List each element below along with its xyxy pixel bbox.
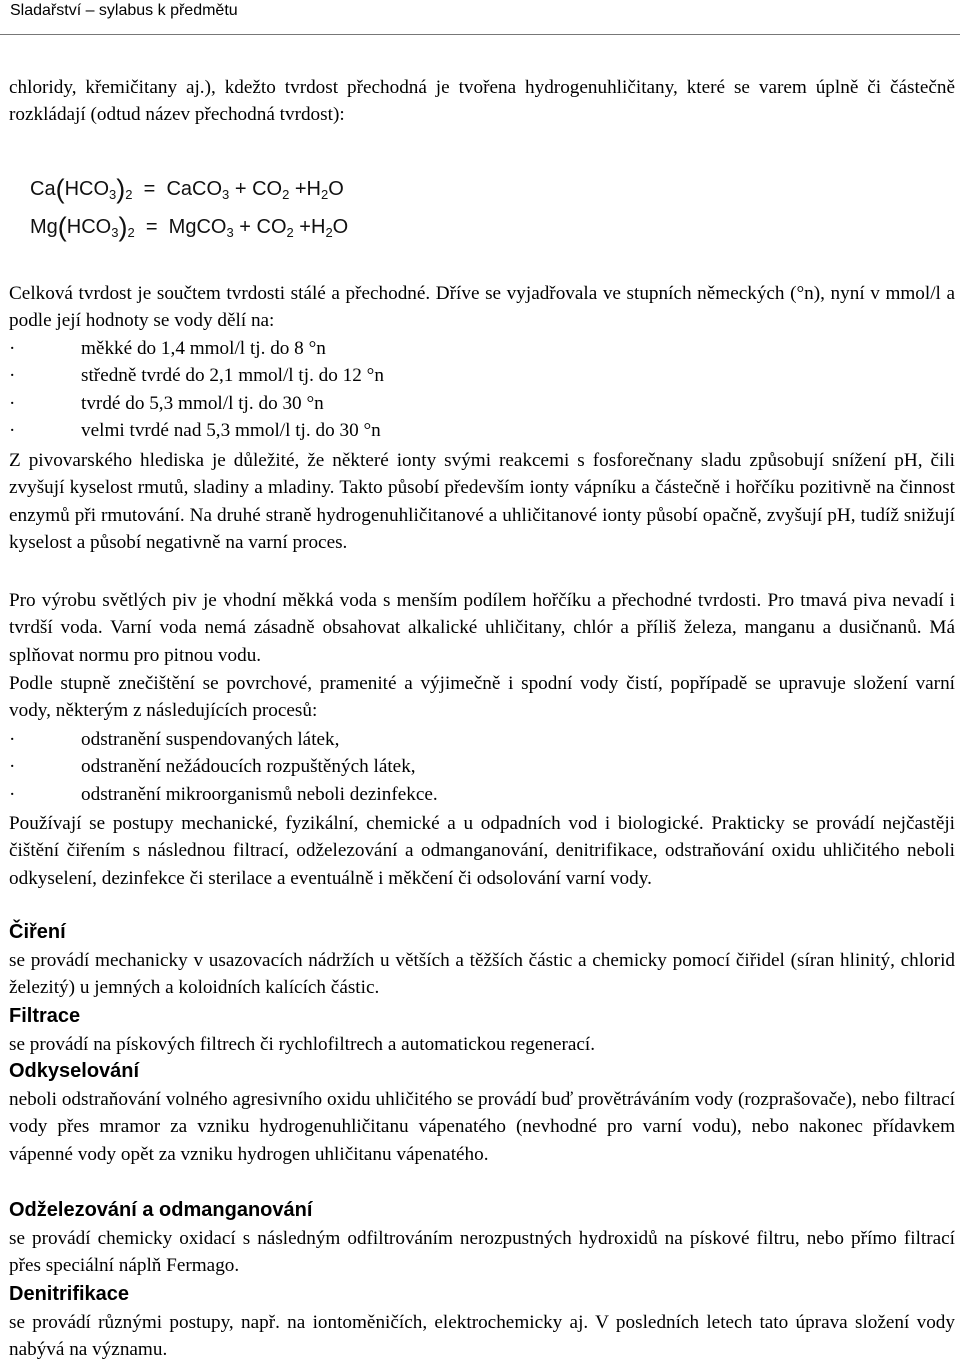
section-text: se provádí mechanicky v usazovacích nádržích u větších a těžších částic a chemicky pomocí čiřidel (síran hlinitý, chlorid železitý) u jemných a koloidních kalících částic. — [9, 950, 955, 999]
section-heading: Filtrace — [9, 1005, 81, 1027]
bullet-dot: · — [9, 420, 16, 442]
section-heading: Čiření — [9, 921, 66, 943]
pollution-paragraph: Podle stupně znečištění se povrchové, pramenité a výjimečně i spodní vody čistí, popřípadě se upravuje složení varní vody, některým z následujících procesů: — [9, 673, 955, 722]
bullet-dot: · — [9, 729, 16, 750]
section-text: se provádí na pískových filtrech či rychlofiltrech a automatickou regenerací. — [9, 1034, 596, 1055]
section-text: neboli odstraňování volného agresivního oxidu uhličitého se provádí buď provětráváním vody (rozprašovače), nebo filtrací vody přes mramor za vzniku hydrogenuhličitanu vápenatého (nevhodné pro varní vodu), nebo nakonec přídavkem vápenné vody opět za vzniku hydrogen uhličitanu vápenatého. — [9, 1089, 955, 1165]
list-item: · odstranění suspendovaných látek, — [9, 726, 955, 753]
list-item: · odstranění nežádoucích rozpuštěných látek, — [9, 753, 955, 780]
brewing-paragraph: Z pivovarského hlediska je důležité, že některé ionty svými reakcemi s fosforečnany sladu způsobují snížení pH, čili zvyšují kyselost rmutů, sladiny a mladiny. Takto působí především ionty vápníku a částečně i hořčíku pozitivně na činnost enzymů při rmutování. Na druhé straně hydrogenuhličitanové a uhličitanové ionty působí opačně, zvyšují pH, tudíž snižují kyselost a působí negativně na varní proces. — [9, 450, 955, 554]
list-item: · velmi tvrdé nad 5,3 mmol/l tj. do 30 °n — [9, 417, 955, 444]
section-heading: Odželezování a odmanganování — [9, 1199, 313, 1221]
list-item: · středně tvrdé do 2,1 mmol/l tj. do 12 °n — [9, 362, 955, 389]
process-list — [9, 726, 955, 808]
light-beer-paragraph: Pro výrobu světlých piv je vhodní měkká voda s menším podílem hořčíku a přechodné tvrdosti. Pro tmavá piva nevadí i tvrdší voda. Varní voda nemá zásadně obsahovat alkalické uhličitany, chlór a příliš železa, manganu a dusičnanů. Má splňovat normu pro pitnou vodu. — [9, 590, 955, 666]
header-divider — [0, 34, 960, 35]
methods-paragraph: Používají se postupy mechanické, fyzikální, chemické a u odpadních vod i biologické. Prakticky se provádí nejčastěji čištění čiřením s následnou filtrací, odželezování a odmanganování, denitrifikace, odstraňování oxidu uhličitého neboli odkyselení, dezinfekce či sterilace a eventuálně i měkčení či odsolování varní vody. — [9, 813, 955, 889]
section-text: se provádí chemicky oxidací s následným odfiltrováním nerozpustných hydroxidů na pískové filtru, nebo přímo filtrací přes speciální náplň Fermago. — [9, 1228, 955, 1277]
equation-magnesium: $Mg(HCO_3)_2$ = MgCO$_3$ + $CO_2 +H_2O$ — [30, 212, 349, 242]
hardness-paragraph: Celková tvrdost je součtem tvrdosti stálé a přechodné. Dříve se vyjadřovala ve stupních německých (°n), nyní v mmol/l a podle její hodnoty se vody dělí na: — [9, 283, 955, 332]
intro-paragraph: chloridy, křemičitany aj.), kdežto tvrdost přechodná je tvořena hydrogenuhličitany, které se varem úplně či částečně rozkládají (odtud název přechodná tvrdost): — [9, 77, 955, 126]
list-item: · měkké do 1,4 mmol/l tj. do 8 °n — [9, 335, 955, 362]
section-heading: Odkyselování — [9, 1060, 140, 1082]
hardness-list — [9, 335, 955, 445]
section-heading: Denitrifikace — [9, 1283, 130, 1305]
bullet-dot: · — [9, 783, 16, 805]
chemical-equations — [30, 168, 430, 244]
section-text: se provádí různými postupy, např. na iontoměničích, elektrochemicky aj. V posledních letech tato úprava složení vody nabývá na významu. — [9, 1312, 955, 1361]
bullet-dot: · — [9, 338, 16, 359]
bullet-dot: · — [9, 756, 16, 778]
equation-calcium: $Ca(HCO_3)_2$ = CaCO$_3$ + $CO_2 +H_2O$ — [30, 174, 344, 204]
bullet-dot: · — [9, 392, 16, 414]
list-item: · tvrdé do 5,3 mmol/l tj. do 30 °n — [9, 390, 955, 417]
bullet-dot: · — [9, 365, 16, 387]
running-header: Sladařství – sylabus k předmětu — [10, 2, 238, 19]
list-item: · odstranění mikroorganismů neboli dezinfekce. — [9, 781, 955, 808]
